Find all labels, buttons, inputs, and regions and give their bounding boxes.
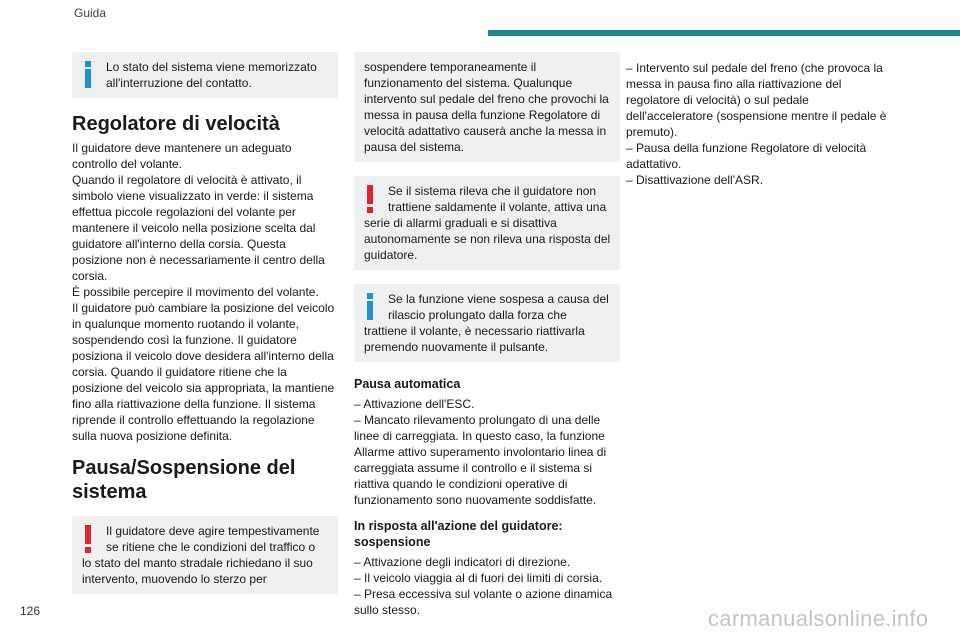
paragraph: Il guidatore può cambiare la posizione del veicolo in qualunque momento ruotando il volante, sospendendo così la funzione. Il guidatore posiziona il veicolo dove desidera all'interno della corsia. Quando il guidatore ritiene che la posizione del veicolo sia appropriata, la mantiene fino alla riattivazione della funzione. Il sistema riprende il controllo effettuando la regolazione sulla nuova posizione definita. <box>72 301 335 443</box>
header-title: Guida <box>74 6 107 20</box>
info-note <box>354 284 620 362</box>
warning-icon <box>84 525 92 553</box>
warning-note <box>354 176 620 270</box>
column-2 <box>354 52 620 618</box>
list-item: – Intervento sul pedale del freno (che provoca la messa in pausa fino alla riattivazione del regolatore di velocità) o sul pedale dell'acceleratore (sospensione mentre il pedale è premuto). <box>626 61 887 139</box>
watermark: carmanualsonline.info <box>708 606 929 631</box>
warning-icon <box>366 185 374 213</box>
info-icon <box>84 61 92 89</box>
header-accent-bar <box>488 30 960 36</box>
info-note-text: Se la funzione viene sospesa a causa del rilascio prolungato dalla forza che <box>388 292 609 322</box>
paragraph: Il guidatore deve mantenere un adeguato controllo del volante. <box>72 141 292 171</box>
info-icon <box>366 293 374 321</box>
warning-note-text: serie di allarmi graduali e si disattiva autonomamente se non rileva una risposta del guidatore. <box>364 216 611 262</box>
warning-note-text: Il guidatore deve agire tempestivamente se ritiene che le condizioni del traffico o <box>106 524 320 554</box>
subheading-sospensione: In risposta all'azione del guidatore: sospensione <box>354 519 563 549</box>
list-item: – Mancato rilevamento prolungato di una delle linee di carreggiata. In questo caso, la funzione Allarme attivo superamento involontario linea di carreggiata assume il controllo e il sistema si riattiva quando le condizioni operative di funzionamento sono nuovamente soddisfatte. <box>354 413 607 507</box>
warning-note-text: sospendere temporaneamente il funzionamento del sistema. Qualunque intervento sul pedale del freno che provochi la messa in pausa della funzione Regolatore di velocità adattativo causerà anche la messa in pausa del sistema. <box>364 60 609 154</box>
list-item: – Attivazione degli indicatori di direzione. <box>354 555 571 569</box>
list-item: – Il veicolo viaggia al di fuori dei limiti di corsia. <box>354 571 603 585</box>
warning-note-continued <box>354 52 620 162</box>
info-note <box>72 52 338 98</box>
list-item: – Presa eccessiva sul volante o azione dinamica sullo stesso. <box>354 587 613 617</box>
section-heading-regolatore: Regolatore di velocità <box>72 113 280 135</box>
info-note-text: trattiene il volante, è necessario riattivarla premendo nuovamente il pulsante. <box>364 324 585 354</box>
section-heading-pausa: Pausa/Sospensione del sistema <box>72 457 296 503</box>
list-item: – Attivazione dell'ESC. <box>354 397 475 411</box>
warning-note <box>72 516 338 594</box>
warning-note-text: Se il sistema rileva che il guidatore non trattiene saldamente il volante, attiva una <box>388 184 607 214</box>
paragraph: Quando il regolatore di velocità è attivato, il simbolo viene visualizzato in verde: il sistema effettua piccole regolazioni del volante per mantenere il veicolo nella posizione scelta dal guidatore all'interno della corsia. Questa posizione non è necessariamente il centro della corsia. <box>72 173 325 283</box>
paragraph: È possibile percepire il movimento del volante. <box>72 285 319 299</box>
warning-note-text: lo stato del manto stradale richiedano il suo intervento, muovendo lo sterzo per <box>82 556 313 586</box>
subheading-pausa-automatica: Pausa automatica <box>354 377 461 391</box>
list-item: – Disattivazione dell'ASR. <box>626 173 764 187</box>
column-1 <box>72 52 338 608</box>
column-3 <box>626 60 892 188</box>
list-item: – Pausa della funzione Regolatore di velocità adattativo. <box>626 141 867 171</box>
info-note-text: Lo stato del sistema viene memorizzato all'interruzione del contatto. <box>106 60 317 90</box>
page-number: 126 <box>20 604 41 618</box>
